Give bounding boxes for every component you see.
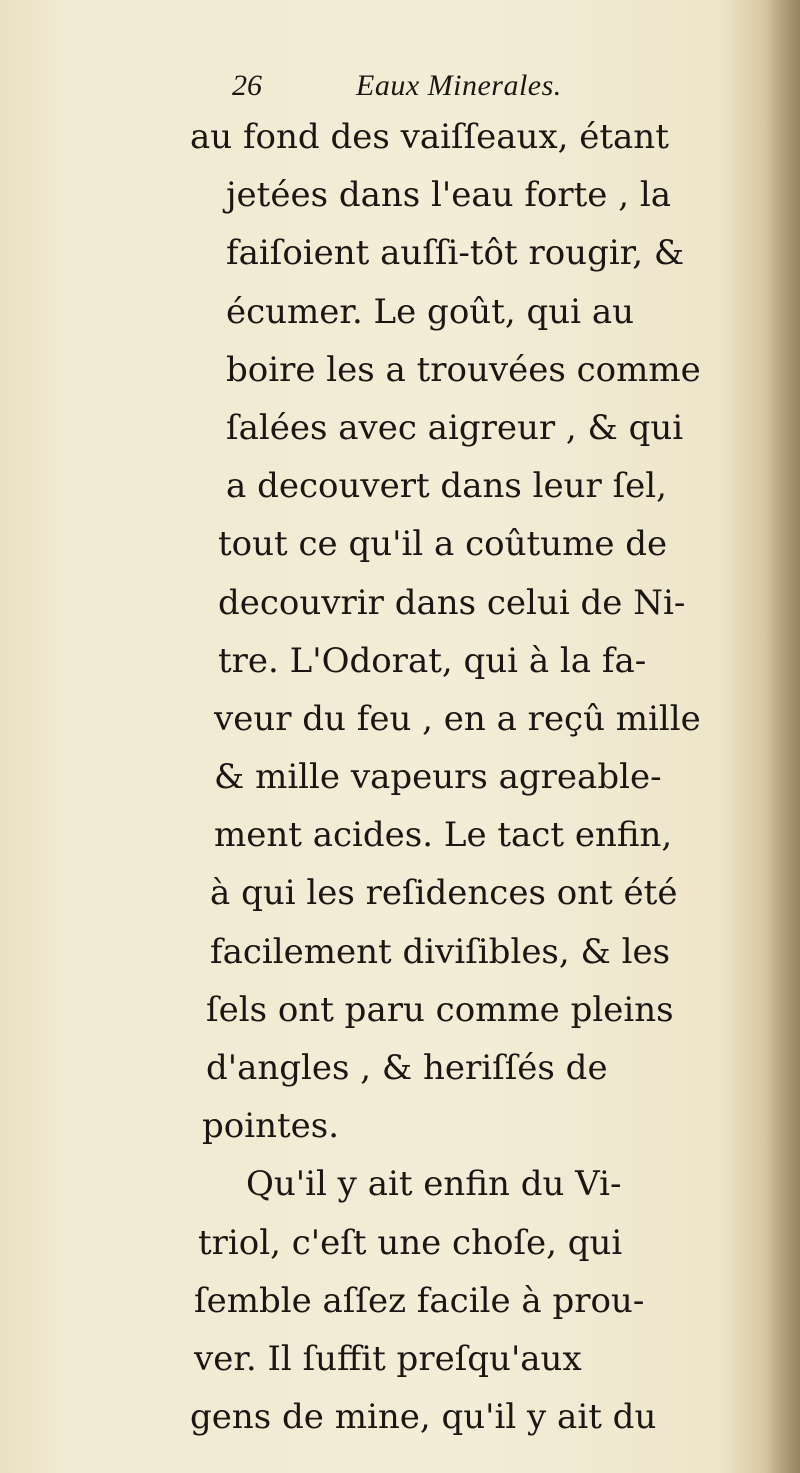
running-title: Eaux Minerales. (356, 69, 562, 102)
text-line: faiſoient auſſi-tôt rougir, & (226, 233, 685, 274)
text-line: tout ce qu'il a coûtume de (218, 524, 668, 565)
text-line: veur du feu , en a reçû mille (214, 698, 701, 739)
text-line: Qu'il y ait enfin du Vi- (246, 1164, 622, 1205)
page-header (232, 62, 692, 110)
text-line: écumer. Le goût, qui au (226, 291, 634, 332)
text-line: boire les a trouvées comme (226, 349, 701, 390)
text-line: tre. L'Odorat, qui à la fa- (218, 640, 647, 681)
text-line: ſemble aſſez facile à prou- (194, 1280, 645, 1321)
text-line: d'angles , & heriſſés de (206, 1048, 608, 1088)
text-line: à qui les reſidences ont été (210, 873, 678, 914)
text-line: au fond des vaiſſeaux, étant (190, 117, 669, 157)
text-line: ſels ont paru comme pleins (206, 989, 674, 1030)
text-line: & mille vapeurs agreable- (214, 757, 662, 798)
page-gutter-shadow (766, 0, 800, 1473)
text-line: jetées dans l'eau forte , la (226, 175, 671, 216)
text-line: facilement diviſibles, & les (210, 931, 671, 972)
text-line: decouvrir dans celui de Ni- (218, 582, 686, 623)
text-line: ſalées avec aigreur , & qui (226, 407, 684, 448)
page-number: 26 (232, 69, 262, 102)
text-line: gens de mine, qu'il y ait du (190, 1397, 657, 1438)
text-line: a decouvert dans leur ſel, (226, 466, 667, 507)
body-text (190, 108, 770, 1446)
text-line: pointes. (202, 1106, 340, 1147)
text-line: ment acides. Le tact enfin, (214, 815, 673, 856)
text-line: ver. Il ſuffit preſqu'aux (194, 1338, 582, 1379)
text-line: triol, c'eſt une choſe, qui (198, 1222, 623, 1263)
